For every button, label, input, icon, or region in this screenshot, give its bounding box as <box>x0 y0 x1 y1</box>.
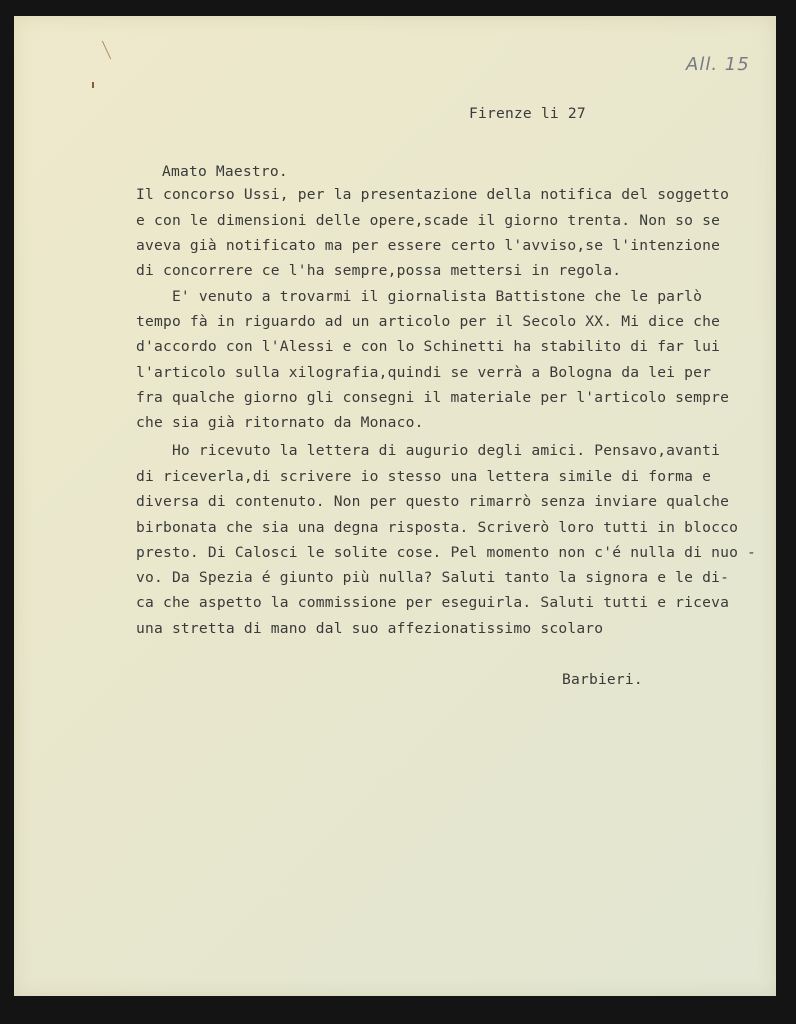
body-line: diversa di contenuto. Non per questo rimarrò senza inviare qualche <box>136 493 730 510</box>
body-line: l'articolo sulla xilografia,quindi se verrà a Bologna da lei per <box>136 364 712 381</box>
body-line: birbonata che sia una degna risposta. Scriverò loro tutti in blocco <box>136 519 739 536</box>
dateline: Firenze li 27 <box>469 105 586 122</box>
body-line: una stretta di mano dal suo affezionatissimo scolaro <box>136 620 604 637</box>
body-line: ca che aspetto la commissione per eseguirla. Saluti tutti e riceva <box>136 594 730 611</box>
body-line: fra qualche giorno gli consegni il materiale per l'articolo sempre <box>136 389 730 406</box>
body-line: che sia già ritornato da Monaco. <box>136 414 424 431</box>
letter-page <box>14 16 776 996</box>
paper-mark <box>102 41 111 60</box>
body-line: di riceverla,di scrivere io stesso una lettera simile di forma e <box>136 468 712 485</box>
body-line: di concorrere ce l'ha sempre,possa mettersi in regola. <box>136 262 622 279</box>
body-line: aveva già notificato ma per essere certo l'avviso,se l'intenzione <box>136 237 721 254</box>
paper-mark <box>92 82 94 88</box>
signature: Barbieri. <box>562 671 643 688</box>
salutation: Amato Maestro. <box>162 163 288 180</box>
body-line: Ho ricevuto la lettera di augurio degli amici. Pensavo,avanti <box>136 442 721 459</box>
body-line: presto. Di Calosci le solite cose. Pel momento non c'é nulla di nuo - <box>136 544 757 561</box>
archive-note: All. 15 <box>686 54 750 75</box>
body-line: d'accordo con l'Alessi e con lo Schinetti ha stabilito di far lui <box>136 338 721 355</box>
body-line: vo. Da Spezia é giunto più nulla? Saluti tanto la signora e le di- <box>136 569 730 586</box>
body-line: e con le dimensioni delle opere,scade il giorno trenta. Non so se <box>136 212 721 229</box>
body-line: E' venuto a trovarmi il giornalista Battistone che le parlò <box>136 288 703 305</box>
body-line: tempo fà in riguardo ad un articolo per il Secolo XX. Mi dice che <box>136 313 721 330</box>
body-line: Il concorso Ussi, per la presentazione della notifica del soggetto <box>136 186 730 203</box>
